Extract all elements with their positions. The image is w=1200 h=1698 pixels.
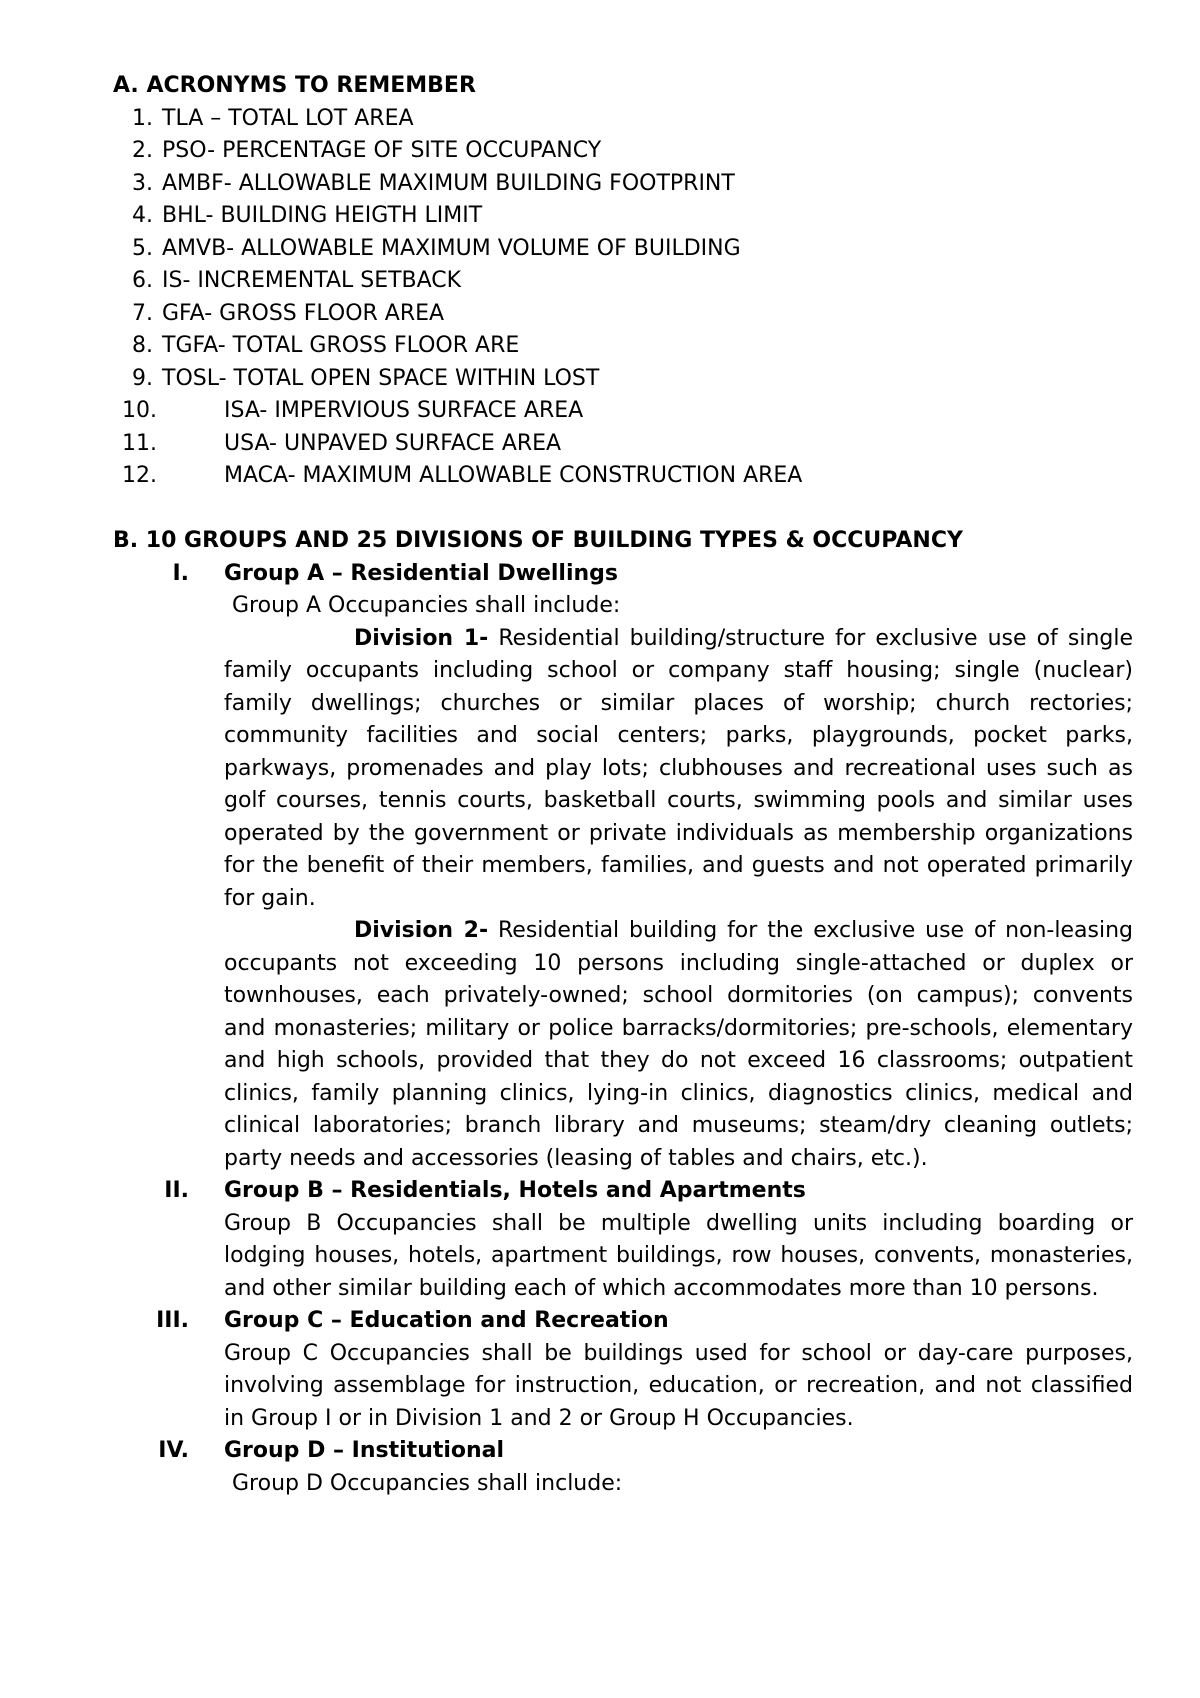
group-b-text: Group B Occupancies shall be multiple dwelling units including boarding or lodging houses, hotels, apartment buildings, row houses, convents, monasteries, and other similar building each of which accommodates more than 10 persons. — [224, 1210, 1133, 1301]
list-item-number: 8. — [132, 333, 153, 358]
list-item — [113, 233, 1133, 266]
list-item-text: AMVB- ALLOWABLE MAXIMUM VOLUME OF BUILDING — [162, 235, 741, 261]
list-item-number: 7. — [132, 300, 153, 326]
list-item-text: TOSL- TOTAL OPEN SPACE WITHIN LOST — [162, 365, 600, 391]
list-item — [113, 135, 1133, 168]
list-item-number: 5. — [132, 235, 153, 261]
list-item-text: USA- UNPAVED SURFACE AREA — [224, 430, 562, 456]
list-item — [113, 103, 1133, 136]
list-item-text: BHL- BUILDING HEIGTH LIMIT — [162, 203, 483, 228]
group-d-numeral: IV. — [158, 1438, 189, 1463]
list-item-text: MACA- MAXIMUM ALLOWABLE CONSTRUCTION AREA — [224, 463, 803, 488]
list-item-number: 3. — [132, 170, 153, 196]
group-a-intro: Group A Occupancies shall include: — [232, 593, 621, 618]
document-content — [113, 70, 1133, 1500]
group-b-title: Group B – Residentials, Hotels and Apartments — [224, 1178, 806, 1203]
group-c-body — [224, 1305, 1133, 1435]
list-item-number: 1. — [132, 105, 153, 131]
group-a-title: Group A – Residential Dwellings — [224, 560, 619, 586]
group-c-text: Group C Occupancies shall be buildings used for school or day-care purposes, involving assemblage for instruction, education, or recreation, and not classified in Group I or in Division 1 and 2 or Group H Occupancies. — [224, 1340, 1133, 1431]
list-item — [113, 168, 1133, 201]
group-a-section — [113, 558, 1133, 1176]
list-item-number: 4. — [132, 203, 153, 228]
list-item-text: IS- INCREMENTAL SETBACK — [162, 268, 462, 293]
list-item-text: TGFA- TOTAL GROSS FLOOR ARE — [162, 333, 520, 358]
list-item — [113, 298, 1133, 331]
list-item — [113, 460, 1133, 493]
group-c-section — [113, 1305, 1133, 1435]
list-item-text: ISA- IMPERVIOUS SURFACE AREA — [224, 398, 584, 423]
group-b-numeral: II. — [164, 1178, 189, 1203]
list-item — [113, 395, 1133, 428]
group-b-body — [224, 1175, 1133, 1305]
division-2-paragraph — [224, 915, 1133, 1175]
acronym-list — [113, 103, 1133, 493]
list-item-number: 9. — [132, 365, 153, 391]
division-1-label: Division 1- — [354, 625, 489, 651]
list-item-number: 12. — [122, 463, 157, 488]
group-d-section — [113, 1435, 1133, 1500]
group-a-body — [224, 558, 1133, 1176]
group-a-numeral: I. — [172, 560, 189, 586]
group-d-title: Group D – Institutional — [224, 1438, 505, 1463]
list-item — [113, 265, 1133, 298]
group-d-body — [224, 1435, 1133, 1500]
list-item-number: 11. — [122, 430, 157, 456]
list-item — [113, 330, 1133, 363]
group-c-numeral: III. — [156, 1308, 189, 1333]
list-item — [113, 428, 1133, 461]
section-b-heading: B. 10 GROUPS AND 25 DIVISIONS OF BUILDING TYPES & OCCUPANCY — [113, 528, 963, 553]
list-item-text: GFA- GROSS FLOOR AREA — [162, 300, 445, 326]
list-item — [113, 200, 1133, 233]
group-d-intro: Group D Occupancies shall include: — [232, 1470, 623, 1496]
division-2-text: Residential building for the exclusive use of non-leasing occupants not exceeding 10 persons including single-attached or duplex or townhouses, each privately-owned; school dormitories (on campus); convents and monasteries; military or police barracks/dormitories; pre-schools, elementary and high schools, provided that they do not exceed 16 classrooms; outpatient clinics, family planning clinics, lying-in clinics, diagnostics clinics, medical and clinical laboratories; branch library and museums; steam/dry cleaning outlets; party needs and accessories (leasing of tables and chairs, etc.). — [224, 918, 1133, 1171]
list-item — [113, 363, 1133, 396]
list-item-text: AMBF- ALLOWABLE MAXIMUM BUILDING FOOTPRINT — [162, 170, 735, 196]
list-item-text: TLA – TOTAL LOT AREA — [162, 105, 414, 131]
list-item-text: PSO- PERCENTAGE OF SITE OCCUPANCY — [162, 138, 602, 163]
list-item-number: 6. — [132, 268, 153, 293]
division-2-label: Division 2- — [354, 918, 489, 943]
division-1-text: Residential building/structure for exclusive use of single family occupants including school or company staff housing; single (nuclear) family dwellings; churches or similar places of worship; church rectories; community facilities and social centers; parks, playgrounds, pocket parks, parkways, promenades and play lots; clubhouses and recreational uses such as golf courses, tennis courts, basketball courts, swimming pools and similar uses operated by the government or private individuals as membership organizations for the benefit of their members, families, and guests and not operated primarily for gain. — [224, 625, 1134, 911]
list-item-number: 10. — [122, 398, 157, 423]
group-b-section — [113, 1175, 1133, 1305]
paragraph-gap — [113, 493, 1133, 526]
list-item-number: 2. — [132, 138, 153, 163]
section-a-heading: A. ACRONYMS TO REMEMBER — [113, 73, 476, 98]
division-1-paragraph — [224, 623, 1133, 916]
group-c-title: Group C – Education and Recreation — [224, 1308, 669, 1333]
